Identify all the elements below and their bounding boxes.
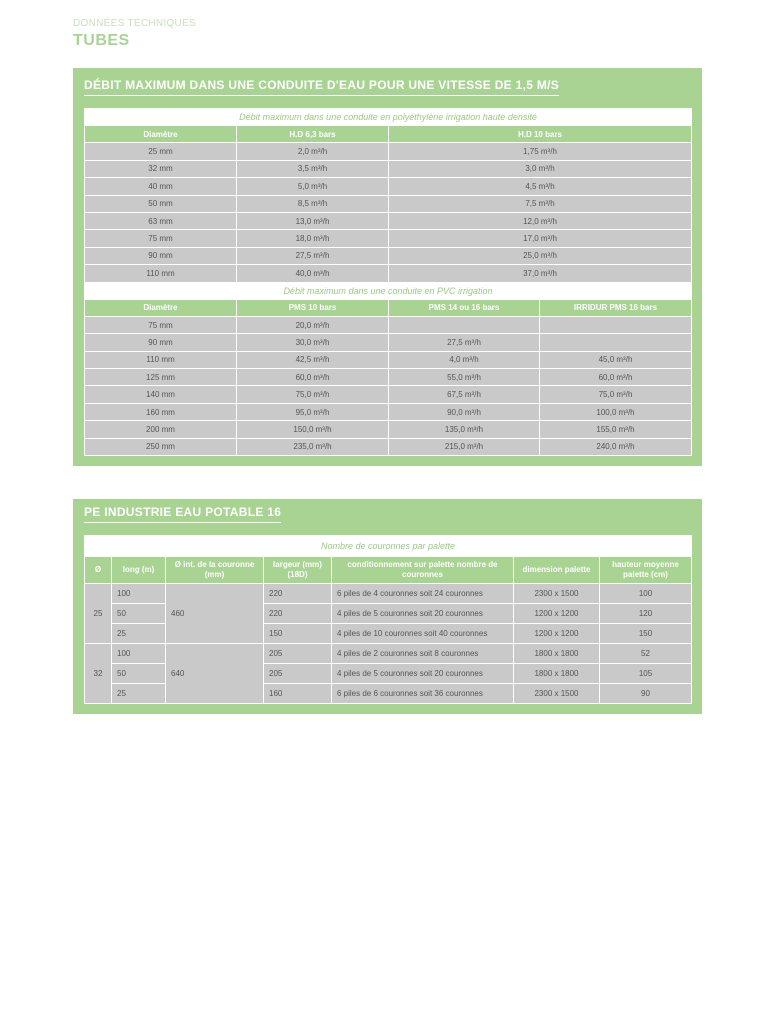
column-header: PMS 10 bars <box>237 299 389 316</box>
table-row <box>85 143 692 160</box>
table-cell: 75 mm <box>85 230 237 247</box>
table-cell: 12,0 m³/h <box>389 212 692 229</box>
flow-rate-heading: DÉBIT MAXIMUM DANS UNE CONDUITE D'EAU POUR UNE VITESSE DE 1,5 M/S <box>84 78 559 96</box>
table-cell: 215,0 m³/h <box>389 438 540 455</box>
column-header: dimension palette <box>514 557 600 584</box>
table-cell: 4,5 m³/h <box>389 178 692 195</box>
width-cell: 220 <box>264 604 332 624</box>
table-row <box>85 230 692 247</box>
table-cell: 4,0 m³/h <box>389 351 540 368</box>
packing-cell: 4 piles de 10 couronnes soit 40 couronnes <box>332 624 514 644</box>
coil-caption-row <box>85 536 692 557</box>
length-cell: 100 <box>112 644 166 664</box>
packing-cell: 4 piles de 5 couronnes soit 20 couronnes <box>332 664 514 684</box>
table-cell: 17,0 m³/h <box>389 230 692 247</box>
table-cell: 90 mm <box>85 334 237 351</box>
table-cell: 3,5 m³/h <box>237 160 389 177</box>
table-cell: 55,0 m³/h <box>389 369 540 386</box>
table-cell: 40 mm <box>85 178 237 195</box>
table-row <box>85 265 692 282</box>
pe-table-caption: Débit maximum dans une conduite en polyéthylène irrigation haute densité <box>85 109 692 126</box>
column-header: H.D 6,3 bars <box>237 126 389 143</box>
height-cell: 52 <box>600 644 692 664</box>
table-row <box>85 644 692 664</box>
table-cell: 67,5 m³/h <box>389 386 540 403</box>
length-cell: 25 <box>112 684 166 704</box>
length-cell: 25 <box>112 624 166 644</box>
table-cell: 100,0 m³/h <box>540 403 692 420</box>
table-cell: 125 mm <box>85 369 237 386</box>
pallet-cell: 1200 x 1200 <box>514 604 600 624</box>
column-header: conditionnement sur palette nombre de couronnes <box>332 557 514 584</box>
height-cell: 105 <box>600 664 692 684</box>
table-row <box>85 178 692 195</box>
column-header: Ø <box>85 557 112 584</box>
table-cell: 160 mm <box>85 403 237 420</box>
pallet-cell: 1200 x 1200 <box>514 624 600 644</box>
flow-rate-table <box>84 108 692 456</box>
height-cell: 90 <box>600 684 692 704</box>
table-cell: 3,0 m³/h <box>389 160 692 177</box>
table-row <box>85 212 692 229</box>
table-cell: 1,75 m³/h <box>389 143 692 160</box>
table-cell: 250 mm <box>85 438 237 455</box>
page-title: TUBES <box>73 32 130 49</box>
table-cell: 8,5 m³/h <box>237 195 389 212</box>
inner-diameter-cell: 640 <box>166 644 264 704</box>
pallet-cell: 1800 x 1800 <box>514 644 600 664</box>
column-header: Diamètre <box>85 126 237 143</box>
column-header: long (m) <box>112 557 166 584</box>
table-cell: 235,0 m³/h <box>237 438 389 455</box>
width-cell: 220 <box>264 584 332 604</box>
coil-pallet-table <box>84 535 692 704</box>
table-cell: 20,0 m³/h <box>237 316 389 333</box>
coil-header-row <box>85 557 692 584</box>
column-header: largeur (mm) (18D) <box>264 557 332 584</box>
diameter-cell: 32 <box>85 644 112 704</box>
column-header: PMS 14 ou 16 bars <box>389 299 540 316</box>
pallet-cell: 1800 x 1800 <box>514 664 600 684</box>
table-cell: 32 mm <box>85 160 237 177</box>
column-header: Diamètre <box>85 299 237 316</box>
table-row <box>85 334 692 351</box>
width-cell: 205 <box>264 644 332 664</box>
pe-industry-panel <box>73 499 702 714</box>
pvc-table-caption: Débit maximum dans une conduite en PVC irrigation <box>85 282 692 299</box>
table-row <box>85 584 692 604</box>
pvc-header-row <box>85 299 692 316</box>
table-cell: 150,0 m³/h <box>237 421 389 438</box>
flow-rate-panel <box>73 68 702 466</box>
table-cell: 75 mm <box>85 316 237 333</box>
table-cell: 90,0 m³/h <box>389 403 540 420</box>
table-cell: 95,0 m³/h <box>237 403 389 420</box>
pallet-cell: 2300 x 1500 <box>514 584 600 604</box>
table-cell: 50 mm <box>85 195 237 212</box>
table-cell: 13,0 m³/h <box>237 212 389 229</box>
column-header: IRRIDUR PMS 16 bars <box>540 299 692 316</box>
pe-header-row <box>85 126 692 143</box>
table-row <box>85 438 692 455</box>
table-cell: 5,0 m³/h <box>237 178 389 195</box>
table-cell <box>540 334 692 351</box>
section-kicker: DONNÉES TECHNIQUES <box>73 18 197 29</box>
table-cell: 25 mm <box>85 143 237 160</box>
table-row <box>85 247 692 264</box>
coil-table-caption: Nombre de couronnes par palette <box>85 536 692 557</box>
table-cell: 18,0 m³/h <box>237 230 389 247</box>
table-row <box>85 160 692 177</box>
length-cell: 50 <box>112 604 166 624</box>
table-cell: 25,0 m³/h <box>389 247 692 264</box>
packing-cell: 4 piles de 5 couronnes soit 20 couronnes <box>332 604 514 624</box>
table-cell: 110 mm <box>85 351 237 368</box>
table-cell: 45,0 m³/h <box>540 351 692 368</box>
table-cell: 75,0 m³/h <box>540 386 692 403</box>
inner-diameter-cell: 460 <box>166 584 264 644</box>
width-cell: 205 <box>264 664 332 684</box>
pvc-caption-row <box>85 282 692 299</box>
table-cell: 27,5 m³/h <box>389 334 540 351</box>
table-cell: 60,0 m³/h <box>540 369 692 386</box>
table-cell: 2,0 m³/h <box>237 143 389 160</box>
table-cell: 63 mm <box>85 212 237 229</box>
table-cell: 110 mm <box>85 265 237 282</box>
table-cell: 155,0 m³/h <box>540 421 692 438</box>
table-cell: 135,0 m³/h <box>389 421 540 438</box>
height-cell: 100 <box>600 584 692 604</box>
table-cell: 240,0 m³/h <box>540 438 692 455</box>
table-cell: 140 mm <box>85 386 237 403</box>
pe-industry-heading: PE INDUSTRIE EAU POTABLE 16 <box>84 505 281 523</box>
diameter-cell: 25 <box>85 584 112 644</box>
table-row <box>85 403 692 420</box>
length-cell: 100 <box>112 584 166 604</box>
width-cell: 160 <box>264 684 332 704</box>
height-cell: 120 <box>600 604 692 624</box>
packing-cell: 6 piles de 6 couronnes soit 36 couronnes <box>332 684 514 704</box>
table-row <box>85 386 692 403</box>
pallet-cell: 2300 x 1500 <box>514 684 600 704</box>
table-row <box>85 195 692 212</box>
table-cell: 200 mm <box>85 421 237 438</box>
table-cell <box>389 316 540 333</box>
table-cell: 60,0 m³/h <box>237 369 389 386</box>
table-row <box>85 316 692 333</box>
table-cell: 27,5 m³/h <box>237 247 389 264</box>
table-cell <box>540 316 692 333</box>
table-row <box>85 351 692 368</box>
table-cell: 90 mm <box>85 247 237 264</box>
width-cell: 150 <box>264 624 332 644</box>
packing-cell: 6 piles de 4 couronnes soit 24 couronnes <box>332 584 514 604</box>
table-cell: 37,0 m³/h <box>389 265 692 282</box>
column-header: Ø int. de la couronne (mm) <box>166 557 264 584</box>
table-row <box>85 421 692 438</box>
pe-caption-row <box>85 109 692 126</box>
table-cell: 42,5 m³/h <box>237 351 389 368</box>
packing-cell: 4 piles de 2 couronnes soit 8 couronnes <box>332 644 514 664</box>
height-cell: 150 <box>600 624 692 644</box>
table-cell: 40,0 m³/h <box>237 265 389 282</box>
table-cell: 30,0 m³/h <box>237 334 389 351</box>
table-cell: 75,0 m³/h <box>237 386 389 403</box>
table-cell: 7,5 m³/h <box>389 195 692 212</box>
length-cell: 50 <box>112 664 166 684</box>
table-row <box>85 369 692 386</box>
column-header: H.D 10 bars <box>389 126 692 143</box>
column-header: hauteur moyenne palette (cm) <box>600 557 692 584</box>
